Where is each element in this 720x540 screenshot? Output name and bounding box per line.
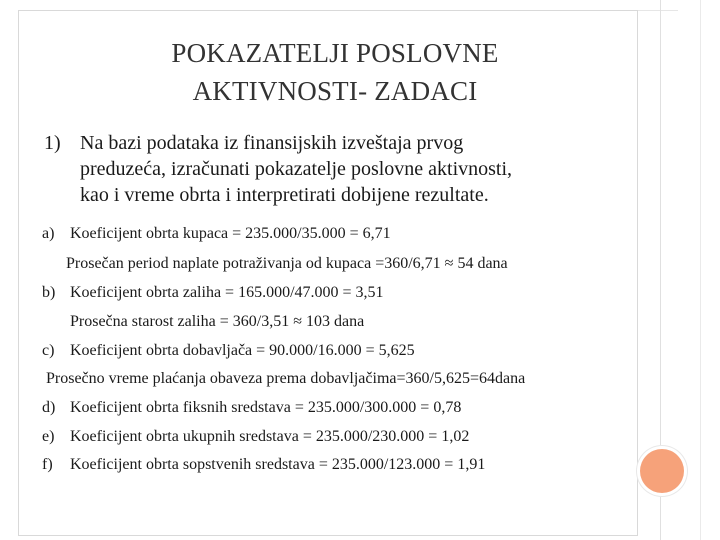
item-label: a) — [42, 225, 55, 242]
item-text: Koeficijent obrta fiksnih sredstava = 235.000/300.000 = 0,78 — [70, 399, 462, 416]
item-text: Koeficijent obrta kupaca = 235.000/35.000 = 6,71 — [70, 225, 391, 242]
item-label: f) — [42, 456, 53, 473]
item-text: Koeficijent obrta dobavljača = 90.000/16.000 = 5,625 — [70, 342, 415, 359]
task-number: 1) — [44, 132, 61, 154]
item-label: c) — [42, 342, 55, 359]
item-a — [42, 224, 391, 244]
slide-title — [100, 34, 570, 110]
item-label: b) — [42, 284, 56, 301]
item-f — [42, 455, 485, 475]
item-text: Koeficijent obrta ukupnih sredstava = 235.000/230.000 = 1,02 — [70, 428, 470, 445]
title-line-2: AKTIVNOSTI- ZADACI — [192, 76, 478, 106]
item-e — [42, 427, 469, 447]
task-statement — [44, 130, 612, 208]
frame-vertical-line-outer — [700, 0, 701, 540]
item-label: d) — [42, 399, 56, 416]
item-text: Koeficijent obrta sopstvenih sredstava = 235.000/123.000 = 1,91 — [70, 456, 486, 473]
task-line-3: kao i vreme obrta i interpretirati dobijene rezultate. — [80, 184, 489, 206]
item-b — [42, 283, 384, 303]
item-c-sub: Prosečno vreme plaćanja obaveza prema dobavljačima=360/5,625=64dana — [46, 370, 526, 387]
title-line-1: POKAZATELJI POSLOVNE — [171, 38, 499, 68]
item-text: Koeficijent obrta zaliha = 165.000/47.000 = 3,51 — [70, 284, 384, 301]
item-d — [42, 398, 461, 418]
task-line-1: Na bazi podataka iz finansijskih izveštaja prvog — [80, 132, 464, 154]
item-a-sub: Prosečan period naplate potraživanja od kupaca =360/6,71 ≈ 54 dana — [66, 255, 508, 272]
item-label: e) — [42, 428, 55, 445]
decorative-circle-icon — [640, 449, 684, 493]
item-c — [42, 341, 415, 361]
task-line-2: preduzeća, izračunati pokazatelje poslovne aktivnosti, — [80, 158, 513, 180]
item-b-sub: Prosečna starost zaliha = 360/3,51 ≈ 103 dana — [70, 313, 365, 330]
